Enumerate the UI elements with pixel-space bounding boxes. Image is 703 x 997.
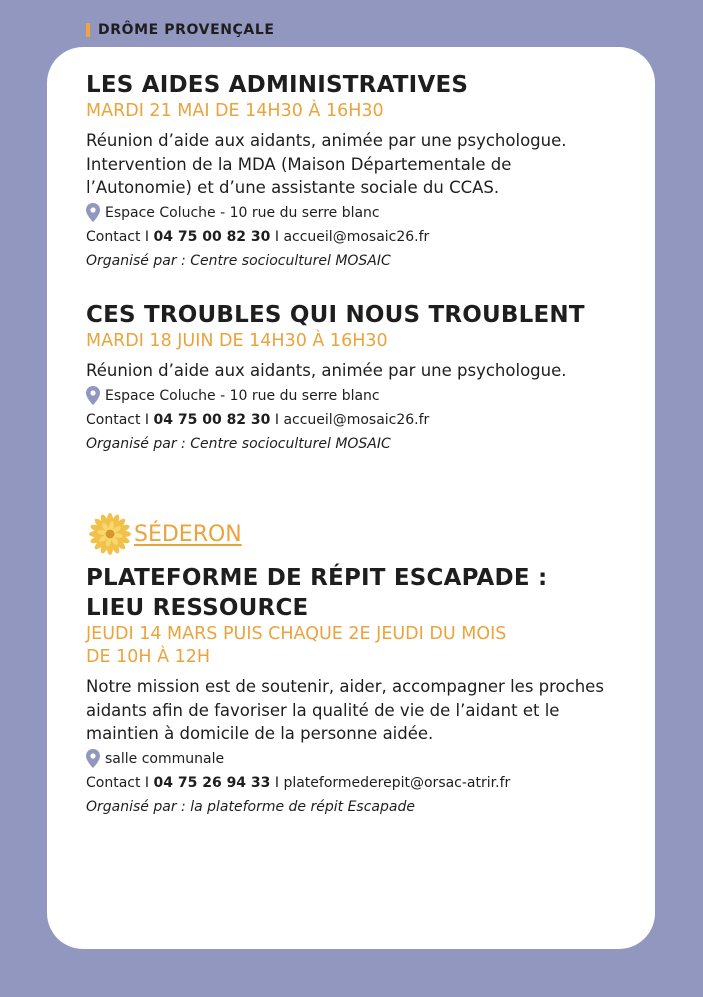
event-date: MARDI 18 JUIN DE 14H30 À 16H30 <box>86 331 388 351</box>
contact-phone[interactable]: 04 75 00 82 30 <box>153 411 271 428</box>
event-contact <box>86 771 646 795</box>
event-title: LES AIDES ADMINISTRATIVES <box>86 72 469 98</box>
event-2 <box>86 300 646 456</box>
event-description-line: Intervention de la MDA (Maison Départementale de <box>86 154 512 174</box>
location-pin-icon <box>86 749 100 768</box>
event-place <box>86 384 646 408</box>
event-description <box>86 675 646 746</box>
event-place <box>86 201 646 225</box>
event-title: CES TROUBLES QUI NOUS TROUBLENT <box>86 302 585 328</box>
event-contact <box>86 408 646 432</box>
event-organizer: Organisé par : Centre socioculturel MOSAIC <box>86 252 391 269</box>
event-place-label: Espace Coluche - 10 rue du serre blanc <box>105 204 380 221</box>
event-3 <box>86 563 646 819</box>
region-header <box>86 22 275 38</box>
contact-prefix: Contact I <box>86 774 154 791</box>
contact-prefix: Contact I <box>86 411 154 428</box>
event-description-line: Réunion d’aide aux aidants, animée par une psychologue. <box>86 361 567 380</box>
event-organizer: Organisé par : Centre socioculturel MOSAIC <box>86 435 391 452</box>
event-place-label: salle communale <box>105 750 225 767</box>
contact-email[interactable]: I accueil@mosaic26.fr <box>270 228 430 245</box>
event-description-line: Notre mission est de soutenir, aider, accompagner les proches <box>86 677 604 696</box>
event-contact <box>86 225 646 249</box>
event-description <box>86 129 646 200</box>
event-description-line: Réunion d’aide aux aidants, animée par une psychologue. <box>86 131 567 150</box>
town-label: SÉDERON <box>134 521 242 547</box>
event-description-line: l’Autonomie) et d’une assistante sociale du CCAS. <box>86 178 500 197</box>
event-title: PLATEFORME DE RÉPIT ESCAPADE : LIEU RESSOURCE <box>86 565 548 621</box>
event-organizer: Organisé par : la plateforme de répit Escapade <box>86 798 415 815</box>
event-description <box>86 359 646 383</box>
event-description-line: aidants afin de favoriser la qualité de vie de l’aidant et le <box>86 700 560 720</box>
contact-email[interactable]: I accueil@mosaic26.fr <box>270 411 430 428</box>
event-1 <box>86 70 646 273</box>
contact-email[interactable]: I plateformederepit@orsac-atrir.fr <box>270 774 511 791</box>
contact-phone[interactable]: 04 75 00 82 30 <box>153 228 271 245</box>
location-pin-icon <box>86 386 100 405</box>
region-label: DRÔME PROVENÇALE <box>98 22 275 38</box>
flower-icon <box>88 512 132 556</box>
location-pin-icon <box>86 203 100 222</box>
event-date: JEUDI 14 MARS PUIS CHAQUE 2E JEUDI DU MOIS DE 10H À 12H <box>86 624 507 667</box>
event-date: MARDI 21 MAI DE 14H30 À 16H30 <box>86 101 384 121</box>
region-marker <box>86 23 90 37</box>
town-heading <box>88 512 242 556</box>
event-place <box>86 747 646 771</box>
event-description-line: maintien à domicile de la personne aidée. <box>86 724 434 743</box>
event-place-label: Espace Coluche - 10 rue du serre blanc <box>105 387 380 404</box>
contact-prefix: Contact I <box>86 228 154 245</box>
contact-phone[interactable]: 04 75 26 94 33 <box>153 774 271 791</box>
